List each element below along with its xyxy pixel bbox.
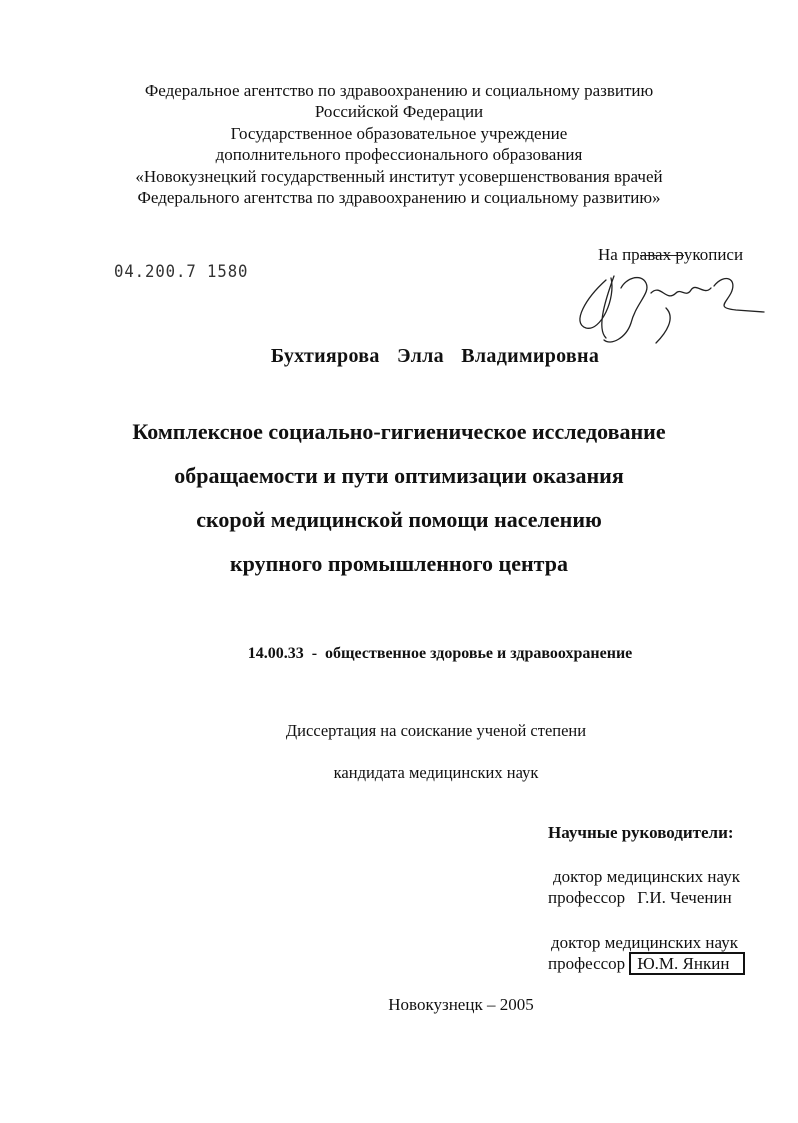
title-line-1: Комплексное социально-гигиеническое исследование — [132, 419, 666, 444]
title-line-2: обращаемости и пути оптимизации оказания — [174, 463, 624, 488]
degree-line-1: Диссертация на соискание ученой степени — [285, 721, 587, 740]
author-surname: Бухтиярова — [270, 345, 380, 367]
institution-header — [0, 80, 798, 208]
header-line-3: Государственное образовательное учреждение — [230, 123, 568, 143]
library-stamp-number: 04.200.7 1580 — [114, 262, 249, 282]
title-line-4: крупного промышленного центра — [230, 551, 568, 576]
supervisor-1-name: Г.И. Чеченин — [637, 888, 732, 907]
manuscript-suffix: укописи — [683, 245, 744, 264]
signature-stroke — [651, 287, 711, 295]
specialty-code: 14.00.33 - общественное здоровье и здравоохранение — [247, 645, 633, 662]
dissertation-title — [0, 410, 798, 586]
supervisors-heading: Научные руководители: — [548, 823, 734, 842]
supervisor-2-rank: профессор — [548, 954, 626, 973]
header-line-1: Федеральное агентство по здравоохранению и социальному развитию — [144, 81, 654, 100]
header-line-5: «Новокузнецкий государственный институт усовершенствования врачей — [135, 166, 663, 186]
header-line-4: дополнительного профессионального образования — [215, 145, 583, 165]
manuscript-rights-note — [598, 245, 743, 265]
manuscript-struck: авах р — [639, 245, 684, 264]
supervisor-1-title: доктор медицинских наук — [553, 867, 740, 886]
author-first-name: Элла — [396, 345, 444, 367]
manuscript-prefix: На пр — [598, 245, 640, 264]
supervisor-2 — [548, 952, 745, 975]
signature-stroke — [714, 279, 764, 312]
header-line-6: Федерального агентства по здравоохранению и социальному развитию» — [137, 188, 661, 208]
author-patronymic: Владимировна — [461, 345, 600, 367]
author-name — [0, 345, 798, 368]
supervisor-1-rank: профессор — [548, 888, 626, 907]
title-line-3: скорой медицинской помощи населению — [196, 507, 602, 532]
handwritten-signature — [566, 268, 766, 348]
supervisor-2-title: доктор медицинских наук — [551, 933, 738, 952]
city-year: Новокузнецк – 2005 — [388, 995, 534, 1014]
supervisor-1 — [548, 887, 732, 908]
signature-stroke — [656, 308, 670, 343]
header-line-2: Российской Федерации — [314, 102, 484, 122]
signature-stroke — [580, 278, 612, 328]
supervisor-2-name: Ю.М. Янкин — [629, 952, 745, 975]
degree-line-2: кандидата медицинских наук — [333, 763, 539, 782]
